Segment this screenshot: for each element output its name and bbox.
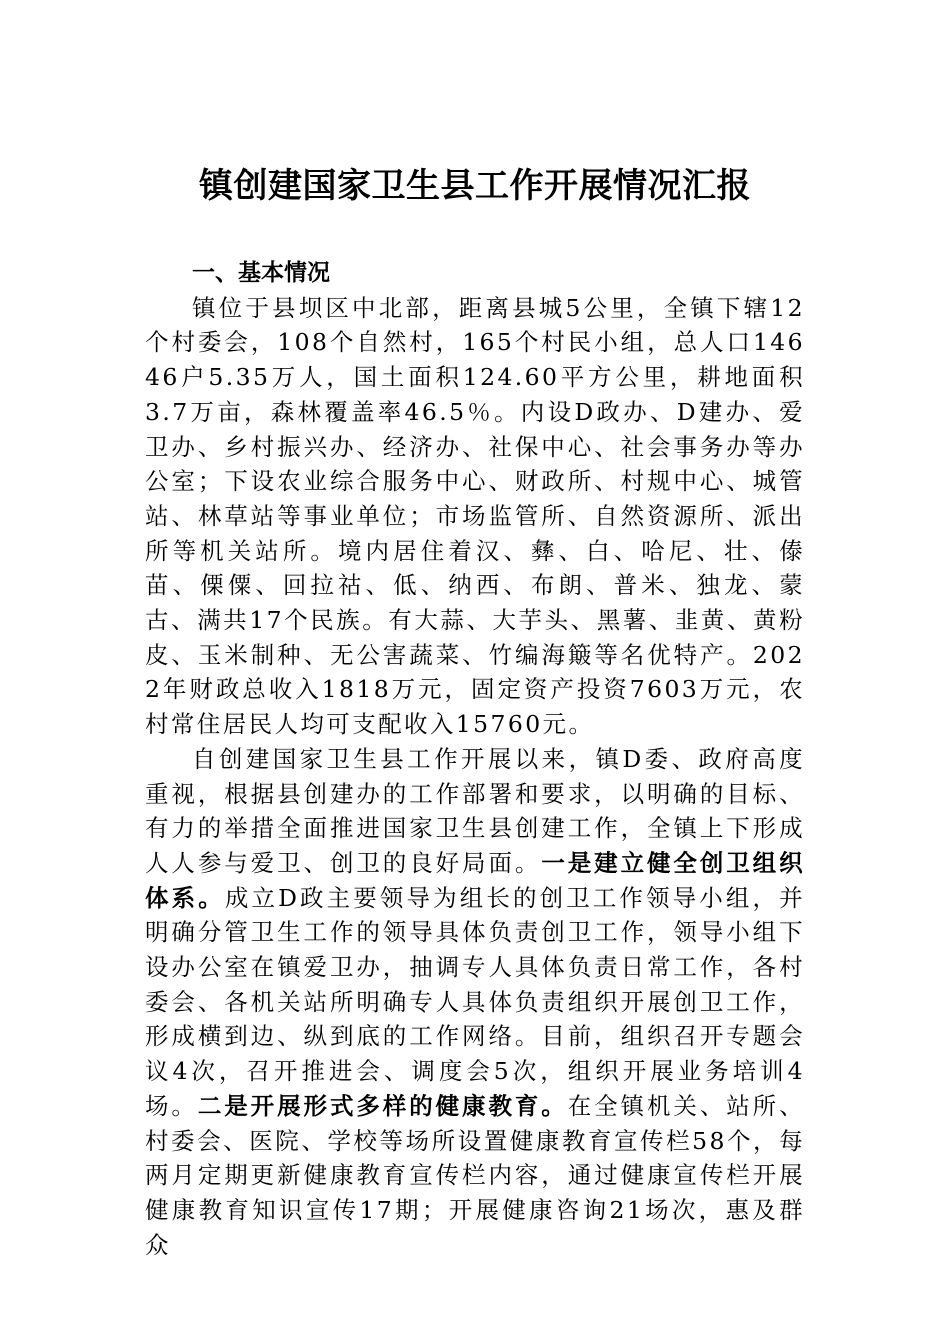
point-2-text: 在全镇机关、站所、村委会、医院、学校等场所设置健康教育宣传栏58个，每两月定期更新健康教育宣传栏内容，通过健康宣传栏开展健康教育知识宣传17期；开展健康咨询21场次，惠及群众 — [145, 1091, 805, 1259]
point-1-text: 成立D政主要领导为组长的创卫工作领导小组，并明确分管卫生工作的领导具体负责创卫工作，领导小组下设办公室在镇爱卫办，抽调专人具体负责日常工作，各村委会、各机关站所明确专人具体负责组织开展创卫工作，形成横到边、纵到底的工作网络。目前，组织召开专题会议4次，召开推进会、调度会5次，组织开展业务培训4场。 — [145, 883, 806, 1120]
point-2-title: 二是开展形式多样的健康教育。 — [197, 1091, 568, 1120]
paragraph-work-progress — [145, 742, 805, 1263]
point-1-title: 一是建立健全创卫组织体系。 — [145, 848, 805, 912]
paragraph-intro: 自创建国家卫生县工作开展以来，镇D委、政府高度重视，根据县创建办的工作部署和要求，以明确的目标、有力的举措全面推进国家卫生县创建工作，全镇上下形成人人参与爱卫、创卫的良好局面。 — [145, 744, 805, 877]
paragraph-basic-info: 镇位于县坝区中北部，距离县城5公里，全镇下辖12个村委会，108个自然村，165个村民小组，总人口14646户5.35万人，国土面积124.60平方公里，耕地面积3.7万亩，森林覆盖率46.5％。内设D政办、D建办、爱卫办、乡村振兴办、经济办、社保中心、社会事务办等办公室；下设农业综合服务中心、财政所、村规中心、城管站、林草站等事业单位；市场监管所、自然资源所、派出所等机关站所。境内居住着汉、彝、白、哈尼、壮、傣苗、傈僳、回拉祜、低、纳西、布朗、普米、独龙、蒙古、满共17个民族。有大蒜、大芋头、黑薯、韭黄、黄粉皮、玉米制种、无公害蔬菜、竹编海簸等名优特产。2022年财政总收入1818万元，固定资产投资7603万元，农村常住居民人均可支配收入15760元。 — [145, 293, 805, 739]
document-title: 镇创建国家卫生县工作开展情况汇报 — [199, 166, 751, 206]
document-body — [145, 256, 805, 1262]
section-heading: 一、基本情况 — [192, 260, 330, 286]
